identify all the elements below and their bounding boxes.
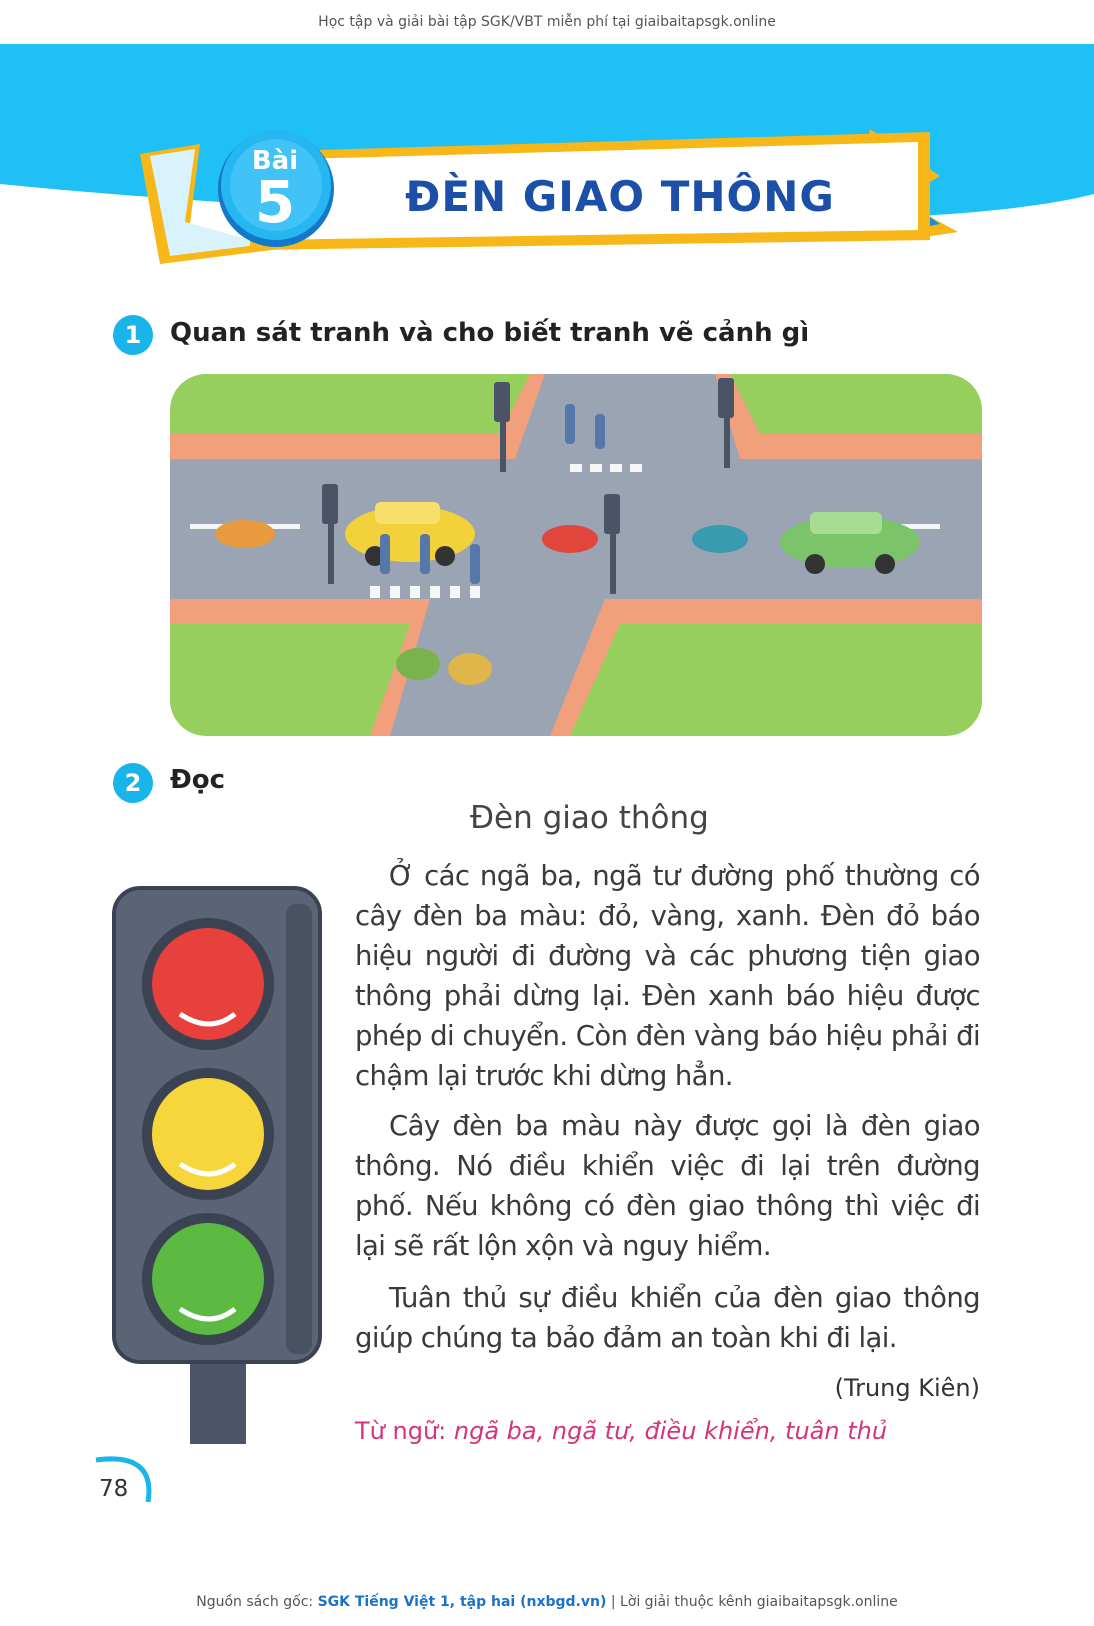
header-note: Học tập và giải bài tập SGK/VBT miễn phí tại giaibaitapsgk.online [318, 14, 776, 30]
street-intersection-illustration [170, 374, 982, 736]
page-number: 78 [99, 1476, 129, 1502]
lesson-title: ĐÈN GIAO THÔNG [405, 172, 835, 221]
lesson-banner [0, 44, 1094, 294]
section-1-title: Quan sát tranh và cho biết tranh vẽ cảnh gì [170, 318, 810, 348]
section-2-number: 2 [113, 763, 153, 803]
section-1-number: 1 [113, 315, 153, 355]
reading-title: Đèn giao thông [470, 800, 709, 836]
traffic-light-illustration [110, 884, 330, 1444]
section-2-title: Đọc [170, 765, 226, 795]
footer-source-suffix: | Lời giải thuộc kênh giaibaitapsgk.online [610, 1594, 898, 1610]
vocabulary-words: ngã ba, ngã tư, điều khiển, tuân thủ [453, 1417, 888, 1445]
reading-paragraph: Ở các ngã ba, ngã tư đường phố thường có cây đèn ba màu: đỏ, vàng, xanh. Đèn đỏ báo hiệu người đi đường và các phương tiện giao thông phải dừng lại. Đèn xanh báo hiệu được phép di chuyển. Còn đèn vàng báo hiệu phải đi chậm lại trước khi dừng hẳn. [355, 860, 980, 1092]
footer-source-book[interactable]: SGK Tiếng Việt 1, tập hai (nxbgd.vn) [317, 1594, 607, 1610]
vocabulary-line [355, 1417, 887, 1445]
reading-author: (Trung Kiên) [834, 1374, 980, 1402]
reading-paragraph: Tuân thủ sự điều khiển của đèn giao thông giúp chúng ta bảo đảm an toàn khi đi lại. [355, 1282, 980, 1354]
reading-paragraph: Cây đèn ba màu này được gọi là đèn giao thông. Nó điều khiển việc đi lại trên đường phố. Nếu không có đèn giao thông thì việc đi lại sẽ rất lộn xộn và nguy hiểm. [355, 1110, 980, 1262]
vocabulary-label: Từ ngữ: [355, 1417, 447, 1445]
lesson-badge-number: 5 [254, 168, 296, 236]
lesson-badge-word: Bài [251, 146, 299, 176]
footer-source [0, 1594, 1094, 1610]
footer-source-prefix: Nguồn sách gốc: [196, 1594, 314, 1610]
